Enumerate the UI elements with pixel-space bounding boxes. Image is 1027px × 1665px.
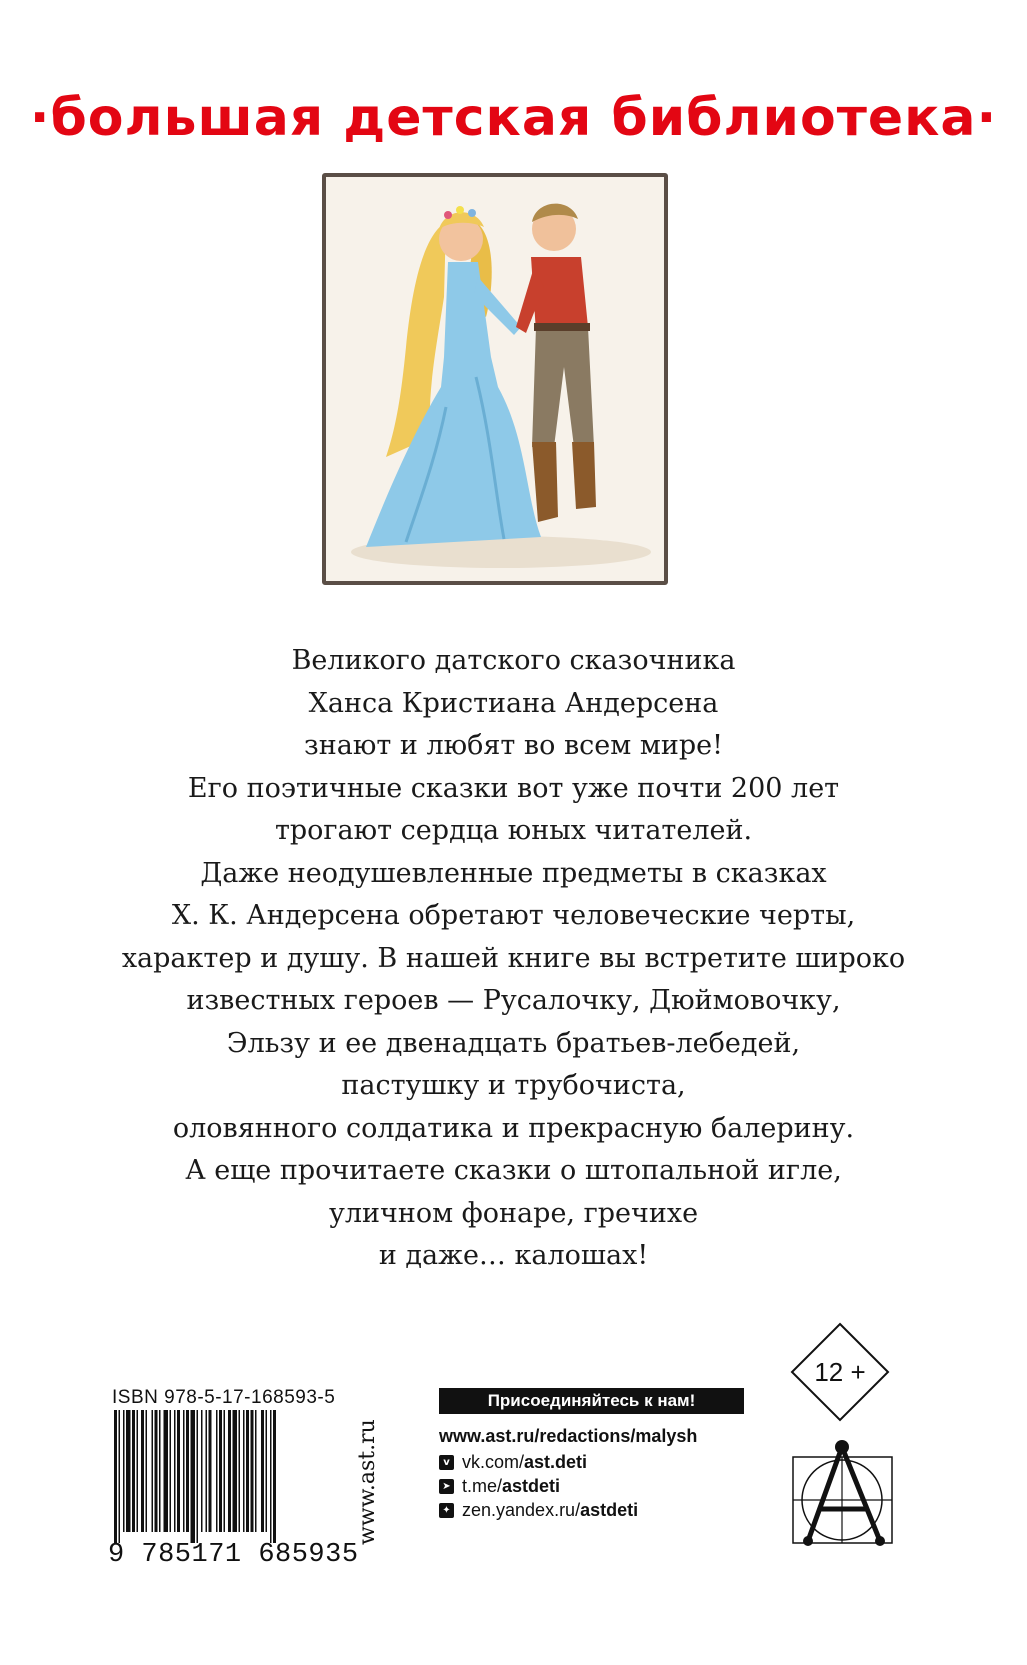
barcode-bar: [177, 1410, 180, 1532]
barcode: [112, 1410, 342, 1543]
social-link-telegram[interactable]: [439, 1474, 697, 1498]
barcode-bar: [233, 1410, 238, 1532]
barcode-bar: [206, 1410, 208, 1532]
description-line: Х. К. Андерсена обретают человеческие черты,: [171, 900, 856, 931]
cover-illustration: [322, 173, 668, 585]
barcode-bar: [273, 1410, 276, 1543]
age-rating: 12 +: [814, 1357, 866, 1387]
barcode-bar: [239, 1410, 241, 1532]
barcode-bar: [228, 1410, 231, 1532]
barcode-bar: [126, 1410, 131, 1532]
barcode-bar: [266, 1410, 268, 1532]
couple-dancing-illustration: [326, 177, 664, 581]
barcode-bar: [251, 1410, 254, 1532]
social-links: [439, 1422, 697, 1522]
barcode-bar: [170, 1410, 172, 1532]
description-line: трогают сердца юных читателей.: [274, 815, 753, 846]
barcode-digits: 9 785171 685935: [108, 1540, 359, 1570]
barcode-bar: [137, 1410, 139, 1532]
description-line: характер и душу. В нашей книге вы встретите широко: [121, 942, 906, 974]
link-prefix: vk.com/: [462, 1451, 525, 1472]
description-line: Даже неодушевленные предметы в сказках: [200, 857, 827, 889]
series-title: ·большая детская библиотека·: [29, 88, 998, 148]
barcode-bar: [191, 1410, 196, 1543]
description-line: Эльзу и ее двенадцать братьев-лебедей,: [226, 1027, 801, 1059]
barcode-bar: [146, 1410, 148, 1532]
barcode-bar: [123, 1410, 125, 1532]
barcode-bar: [114, 1410, 117, 1543]
description-line: и даже… калошах!: [378, 1240, 649, 1271]
barcode-bar: [132, 1410, 135, 1532]
barcode-bar: [270, 1410, 272, 1543]
description-line: уличном фонаре, гречихе: [328, 1197, 699, 1229]
publisher-logo-a-icon: [790, 1437, 895, 1547]
barcode-bar: [243, 1410, 245, 1532]
description-text: [100, 640, 927, 1278]
barcode-bar: [119, 1410, 121, 1543]
barcode-bar: [159, 1410, 161, 1532]
publisher-url[interactable]: www.ast.ru/redactions/malysh: [439, 1426, 698, 1446]
barcode-bar: [164, 1410, 169, 1532]
description-line: пастушку и трубочиста,: [341, 1070, 686, 1101]
description-line: Ханса Кристиана Андерсена: [308, 687, 719, 719]
description-line: известных героев — Русалочку, Дюймовочку,: [186, 985, 841, 1016]
description-line: знают и любят во всем мире!: [304, 730, 723, 761]
barcode-bar: [174, 1410, 176, 1532]
link-prefix: t.me/: [462, 1475, 503, 1496]
barcode-bar: [219, 1410, 222, 1532]
link-handle: astdeti: [580, 1499, 639, 1520]
barcode-bar: [224, 1410, 226, 1532]
vk-icon: v: [439, 1455, 454, 1470]
barcode-bar: [186, 1410, 189, 1532]
isbn-number: ISBN 978-5-17-168593-5: [112, 1387, 336, 1408]
barcode-bar: [141, 1410, 144, 1532]
telegram-icon: ➤: [439, 1479, 454, 1494]
zen-icon: ✦: [439, 1503, 454, 1518]
barcode-bar: [216, 1410, 218, 1532]
description-line: оловянного солдатика и прекрасную балерину.: [172, 1112, 855, 1144]
link-prefix: zen.yandex.ru/: [462, 1499, 581, 1520]
description-line: Великого датского сказочника: [291, 645, 736, 676]
barcode-bar: [246, 1410, 249, 1532]
barcode-bar: [201, 1410, 203, 1532]
barcode-bar: [155, 1410, 158, 1532]
publisher-site-vertical: www.ast.ru: [355, 1419, 380, 1545]
barcode-bar: [152, 1410, 154, 1532]
barcode-bar: [209, 1410, 212, 1532]
social-link-vk[interactable]: [439, 1450, 697, 1474]
barcode-bar: [261, 1410, 264, 1532]
join-us-banner: Присоединяйтесь к нам!: [439, 1388, 744, 1414]
description-line: Его поэтичные сказки вот уже почти 200 лет: [187, 772, 840, 804]
barcode-bar: [183, 1410, 185, 1532]
link-handle: astdeti: [502, 1475, 561, 1496]
description-line: А еще прочитаете сказки о штопальной игле,: [185, 1155, 842, 1186]
barcode-bar: [255, 1410, 257, 1532]
link-handle: ast.deti: [524, 1451, 588, 1472]
barcode-bar: [197, 1410, 199, 1543]
social-link-zen[interactable]: [439, 1498, 697, 1522]
